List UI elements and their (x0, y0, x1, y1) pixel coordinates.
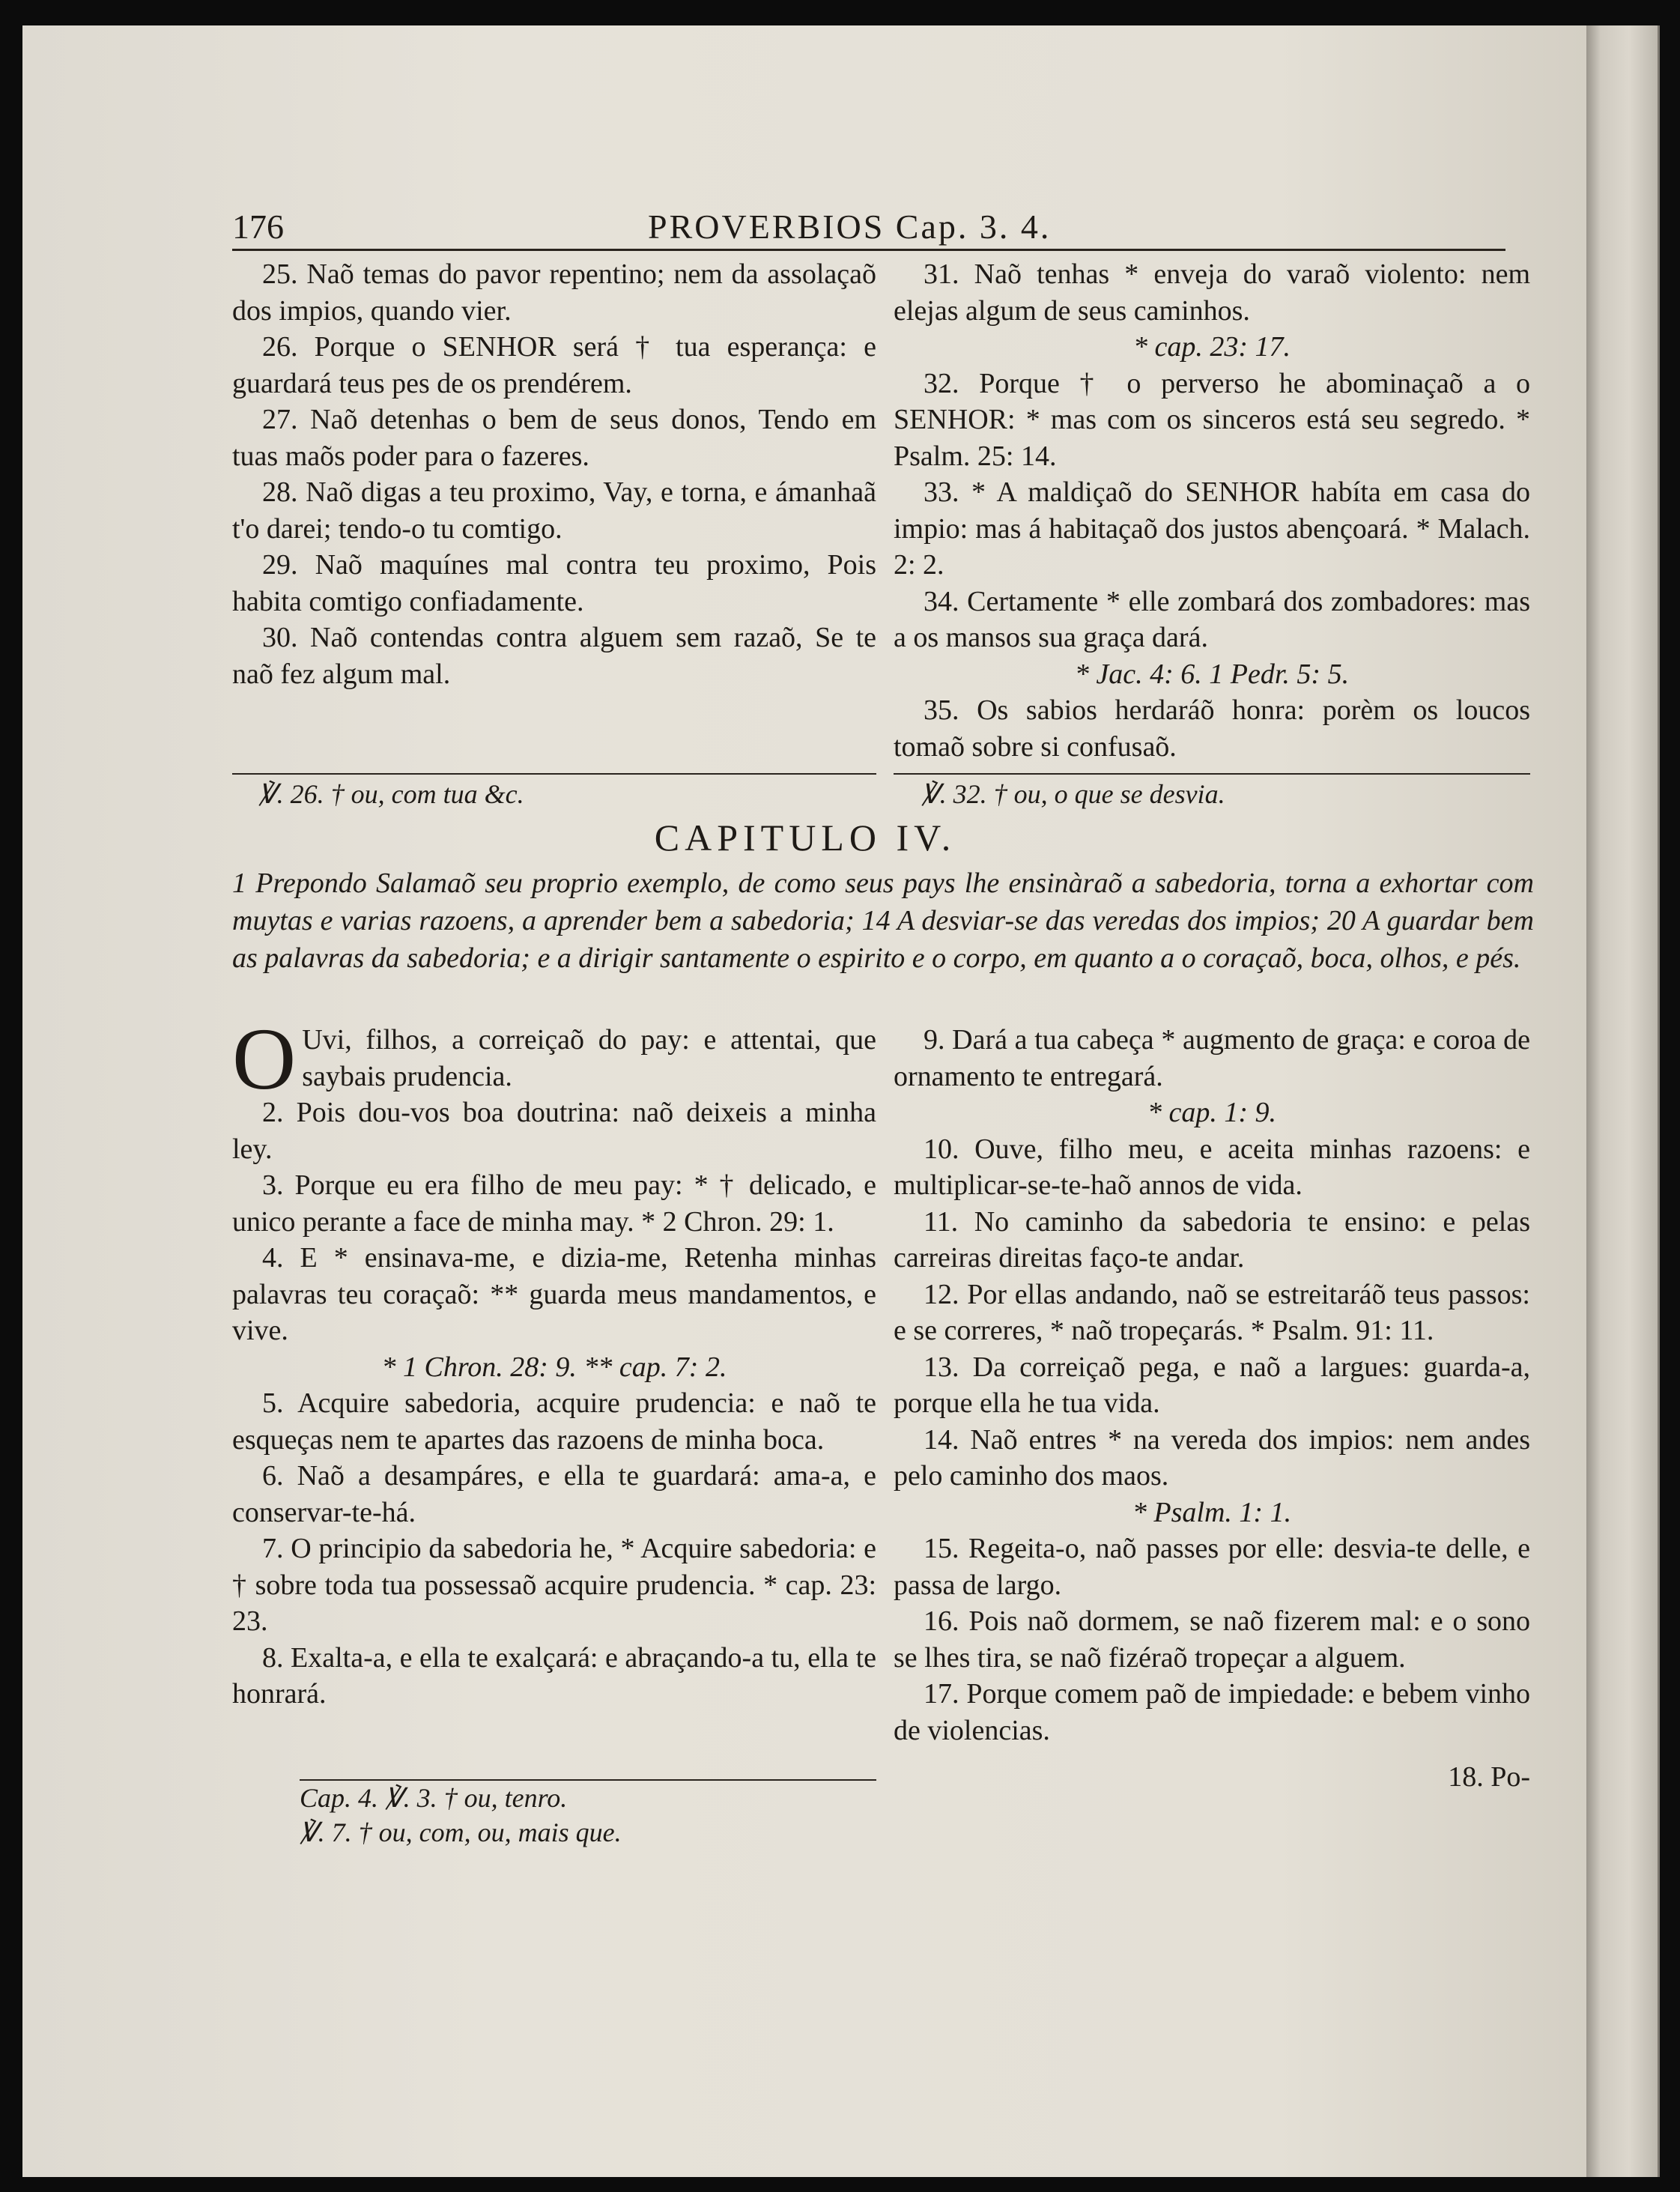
verse: 27. Naõ detenhas o bem de seus donos, Tendo em tuas maõs poder para o fazeres. (232, 404, 876, 472)
verse: 13. Da correiçaõ pega, e naõ a largues: guarda-a, porque ella he tua vida. (894, 1351, 1530, 1419)
top-left-footnote (258, 777, 873, 811)
verse: 11. No caminho da sabedoria te ensino: e pelas carreiras direitas faço-te andar. (894, 1205, 1530, 1274)
top-right-column (894, 256, 1530, 765)
top-left-column (232, 256, 876, 692)
first-verse-text: Uvi, filhos, a correiçaõ do pay: e attentai, que saybais prudencia. (302, 1024, 876, 1092)
book-page (22, 25, 1588, 2177)
footnote: ℣. 32. † ou, o que se desvia. (921, 779, 1225, 809)
verse: 10. Ouve, filho meu, e aceita minhas razoens: e multiplicar-se-te-haõ annos de vida. (894, 1133, 1530, 1201)
verse: 33. * A maldiçaõ do SENHOR habíta em casa do impio: mas á habitaçaõ dos justos abençoará. * Malach. 2: 2. (894, 476, 1530, 581)
verse: 34. Certamente * elle zombará dos zombadores: mas a os mansos sua graça dará. (894, 585, 1530, 653)
verse: 29. Naõ maquínes mal contra teu proximo, Pois habita comtigo confiadamente. (232, 549, 876, 617)
bottom-left-column (232, 1010, 876, 1713)
running-header (232, 207, 1505, 252)
verse: 3. Porque eu era filho de meu pay: * † delicado, e unico perante a face de minha may. * 2 Chron. 29: 1. (232, 1169, 876, 1238)
verse: 35. Os sabios herdaráõ honra: porèm os loucos tomaõ sobre si confusaõ. (894, 694, 1530, 763)
verse: 31. Naõ tenhas * enveja do varaõ violento: nem elejas algum de seus caminhos. (894, 258, 1530, 327)
top-right-footnote (921, 777, 1528, 811)
facing-page-edge (1586, 25, 1658, 2177)
footnote: ℣. 26. † ou, com tua &c. (258, 779, 524, 809)
verse: 8. Exalta-a, e ella te exalçará: e abraçando-a tu, ella te honrará. (232, 1641, 876, 1710)
cross-reference: * Psalm. 1: 1. (1132, 1496, 1292, 1528)
verse: 4. E * ensinava-me, e dizia-me, Retenha minhas palavras teu coraçaõ: ** guarda meus mandamentos, e vive. (232, 1242, 876, 1346)
verse: 2. Pois dou-vos boa doutrina: naõ deixeis a minha ley. (232, 1097, 876, 1165)
cross-reference: * Jac. 4: 6. 1 Pedr. 5: 5. (1074, 658, 1350, 690)
chapter-summary (232, 865, 1534, 977)
footnote-rule (894, 773, 1530, 775)
chapter-title: CAPITULO IV. (654, 817, 956, 859)
bottom-right-column (894, 1022, 1530, 1796)
verse: 17. Porque comem paõ de impiedade: e bebem vinho de violencias. (894, 1678, 1530, 1746)
running-title: PROVERBIOS Cap. 3. 4. (648, 208, 1052, 246)
footnote: ℣. 7. † ou, com, ou, mais que. (300, 1817, 622, 1847)
verse: 12. Por ellas andando, naõ se estreitaráõ teus passos: e se correres, * naõ tropeçarás. * Psalm. 91: 11. (894, 1278, 1530, 1346)
verse: 25. Naõ temas do pavor repentino; nem da assolaçaõ dos impios, quando vier. (232, 258, 876, 327)
cross-reference: * cap. 23: 17. (1132, 331, 1291, 363)
verse: 6. Naõ a desampáres, e ella te guardará: ama-a, e conservar-te-há. (232, 1460, 876, 1528)
bottom-left-footnotes (300, 1781, 876, 1850)
cross-reference: * 1 Chron. 28: 9. ** cap. 7: 2. (381, 1351, 727, 1383)
page-number: 176 (232, 208, 284, 246)
verse: 9. Dará a tua cabeça * augmento de graça: e coroa de ornamento te entregará. (894, 1024, 1530, 1092)
cross-reference: * cap. 1: 9. (1147, 1097, 1277, 1128)
verse: 28. Naõ digas a teu proximo, Vay, e torna, e ámanhaã t'o darei; tendo-o tu comtigo. (232, 476, 876, 545)
page-edge-shadow (1658, 25, 1660, 2177)
catchword: 18. Po- (1448, 1761, 1530, 1793)
verse: 32. Porque † o perverso he abominaçaõ a o SENHOR: * mas com os sinceros está seu segredo. * Psalm. 25: 14. (894, 367, 1530, 472)
header-rule (232, 249, 1505, 251)
verse: 26. Porque o SENHOR será † tua esperança: e guardará teus pes de os prendérem. (232, 331, 876, 399)
verse: 5. Acquire sabedoria, acquire prudencia: e naõ te esqueças nem te apartes das razoens de minha boca. (232, 1387, 876, 1456)
verse: 15. Regeita-o, naõ passes por elle: desvia-te delle, e passa de largo. (894, 1533, 1530, 1601)
footnote-rule (232, 773, 876, 775)
first-verse (232, 1010, 876, 1108)
drop-cap: O (232, 1010, 297, 1108)
verse: 16. Pois naõ dormem, se naõ fizerem mal: e o sono se lhes tira, se naõ fizéraõ tropeçar a alguem. (894, 1605, 1530, 1674)
chapter-summary-text: 1 Prepondo Salamaõ seu proprio exemplo, de como seus pays lhe ensinàraõ a sabedoria, torna a exhortar com muytas e varias razoens, a aprender bem a sabedoria; 14 A desviar-se das veredas dos impios; 20 A guardar bem as palavras da sabedoria; e a dirigir santamente o espirito e o corpo, em quanto a o coraçaõ, boca, olhos, e pés. (232, 868, 1534, 974)
verse: 14. Naõ entres * na vereda dos impios: nem andes pelo caminho dos maos. (894, 1423, 1530, 1492)
footnote: Cap. 4. ℣. 3. † ou, tenro. (300, 1783, 568, 1813)
verse: 7. O principio da sabedoria he, * Acquire sabedoria: e † sobre toda tua possessaõ acquire prudencia. * cap. 23: 23. (232, 1533, 876, 1637)
verse: 30. Naõ contendas contra alguem sem razaõ, Se te naõ fez algum mal. (232, 622, 876, 690)
